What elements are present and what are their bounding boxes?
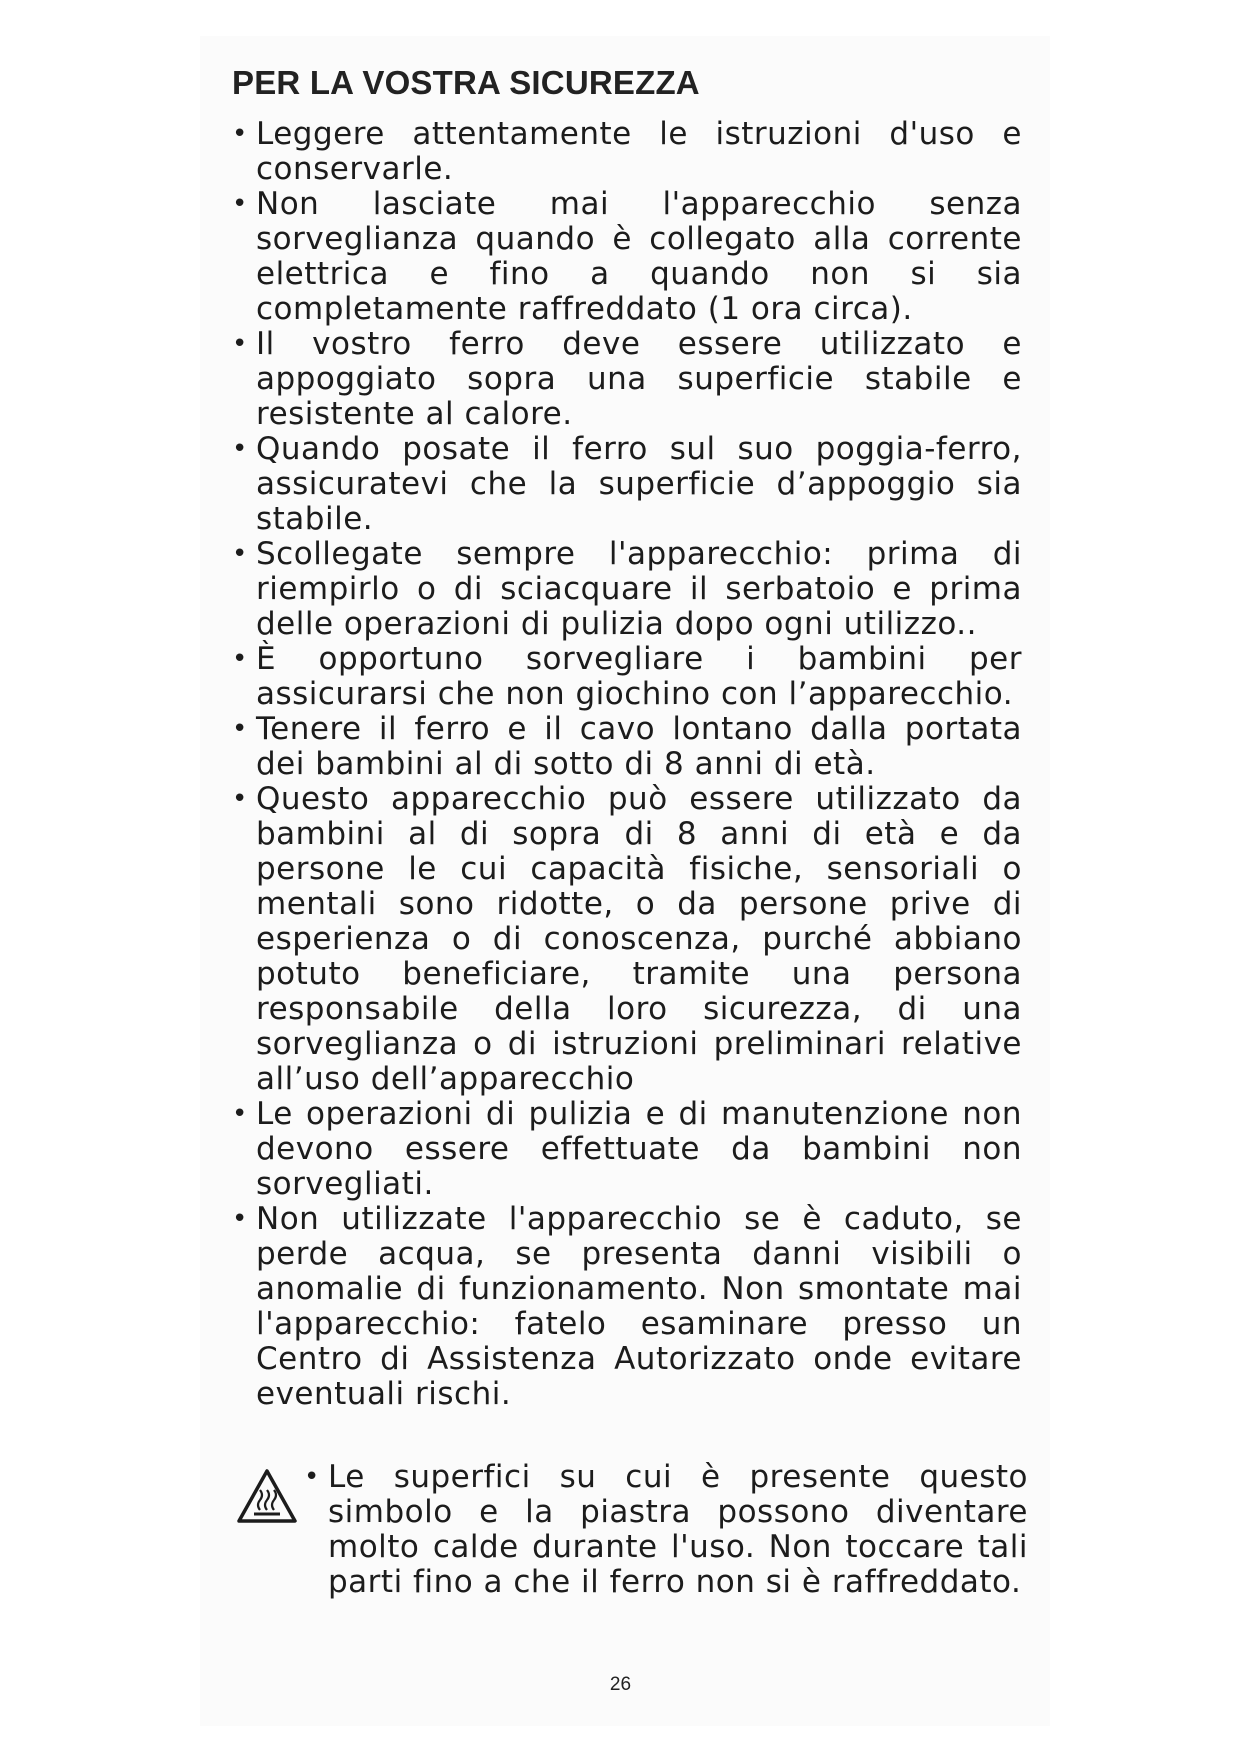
- list-item: • Tenere il ferro e il cavo lontano dalla portata dei bambini al di sotto di 8 anni di età.: [232, 712, 1022, 782]
- list-item: • Il vostro ferro deve essere utilizzato e appoggiato sopra una superficie stabile e resistente al calore.: [232, 327, 1022, 432]
- hot-surface-warning-icon: [236, 1468, 298, 1524]
- safety-list: [232, 117, 1022, 1412]
- page-number: 26: [609, 1674, 632, 1695]
- list-item: • Questo apparecchio può essere utilizzato da bambini al di sopra di 8 anni di età e da persone le cui capacità fisiche, sensoriali o mentali sono ridotte, o da persone prive di esperienza o di conoscenza, purché abbiano potuto beneficiare, tramite una persona responsabile della loro sicurezza, di una sorveglianza o di istruzioni preliminari relative all’uso dell’apparecchio: [232, 782, 1022, 1097]
- list-item: • È opportuno sorvegliare i bambini per assicurarsi che non giochino con l’apparecchio.: [232, 642, 1022, 712]
- list-item: • Le operazioni di pulizia e di manutenzione non devono essere effettuate da bambini non sorvegliati.: [232, 1097, 1022, 1202]
- list-item: • Non utilizzate l'apparecchio se è caduto, se perde acqua, se presenta danni visibili o anomalie di funzionamento. Non smontate mai l'apparecchio: fatelo esaminare presso un Centro di Assistenza Autorizzato onde evitare eventuali rischi.: [232, 1202, 1022, 1412]
- list-item: • Leggere attentamente le istruzioni d'uso e conservarle.: [232, 117, 1022, 187]
- list-item: • Scollegate sempre l'apparecchio: prima di riempirlo o di sciacquare il serbatoio e prima delle operazioni di pulizia dopo ogni utilizzo..: [232, 537, 1022, 642]
- section-title: PER LA VOSTRA SICUREZZA: [232, 64, 700, 101]
- list-item: • Non lasciate mai l'apparecchio senza sorveglianza quando è collegato alla corrente elettrica e fino a quando non si sia completamente raffreddato (1 ora circa).: [232, 187, 1022, 327]
- hot-surface-warning-text: • Le superfici su cui è presente questo simbolo e la piastra possono diventare molto calde durante l'uso. Non toccare tali parti fino a che il ferro non si è raffreddato.: [304, 1460, 1028, 1600]
- list-item: • Quando posate il ferro sul suo poggia-ferro, assicuratevi che la superficie d’appoggio sia stabile.: [232, 432, 1022, 537]
